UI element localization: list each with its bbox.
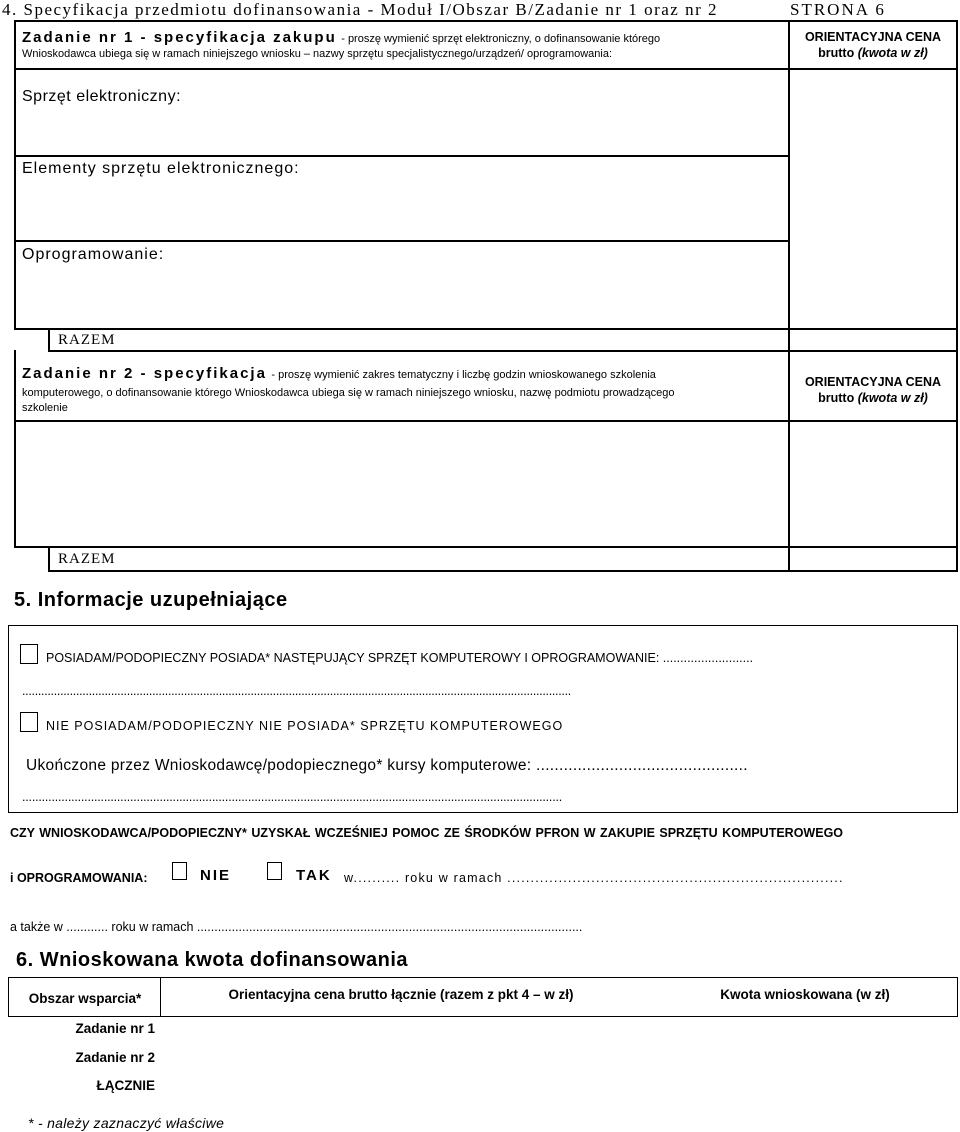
task1-price-unit: brutto (kwota w zł) bbox=[818, 46, 928, 60]
funding-row-task1: Zadanie nr 1 bbox=[75, 1021, 155, 1036]
task2-description-1: - proszę wymienić zakres tematyczny i liczbę godzin wnioskowanego szkolenia bbox=[271, 369, 656, 381]
task2-price-unit: brutto (kwota w zł) bbox=[818, 391, 928, 405]
task1-description-2: Wnioskodawca ubiega się w ramach niniejszego wniosku – nazwy sprzętu specjalistycznego/urządzeń/ oprogramowania: bbox=[22, 48, 613, 60]
option-has-equipment-continuation: ............................................................................................................................................................................. bbox=[22, 684, 571, 698]
funding-col-divider-1 bbox=[160, 977, 161, 1017]
funding-col-requested: Kwota wnioskowana (w zł) bbox=[720, 987, 890, 1002]
task2-header-border bbox=[14, 420, 958, 422]
task2-total-left bbox=[48, 546, 50, 570]
page-number: STRONA 6 bbox=[790, 0, 886, 19]
completed-courses-continuation: ..................................................................................................................................................................... bbox=[22, 790, 563, 804]
option-has-equipment-checkbox[interactable] bbox=[20, 644, 38, 664]
task1-bottom-border bbox=[14, 328, 958, 330]
task1-section-hardware: Sprzęt elektroniczny: bbox=[22, 88, 182, 105]
section6-title: 6. Wnioskowana kwota dofinansowania bbox=[16, 949, 409, 971]
prior-aid-question: CZY WNIOSKODAWCA/PODOPIECZNY* UZYSKAŁ WCZEŚNIEJ POMOC ZE ŚRODKÓW PFRON W ZAKUPIE SPRZĘTU KOMPUTEROWEGO bbox=[10, 826, 844, 840]
funding-row-task2: Zadanie nr 2 bbox=[75, 1050, 155, 1065]
task1-header-border bbox=[14, 68, 958, 70]
task2-description-3: szkolenie bbox=[22, 402, 68, 414]
task2-bottom-border bbox=[14, 546, 958, 548]
task1-total-bottom bbox=[48, 350, 958, 352]
task2-left-border bbox=[14, 350, 16, 548]
prior-aid-yes-detail: w.......... roku w ramach ........................................................................ bbox=[344, 871, 844, 885]
task1-right-border bbox=[956, 20, 958, 350]
prior-aid-question-cont: i OPROGRAMOWANIA: bbox=[10, 871, 148, 885]
option-has-equipment-label: POSIADAM/PODOPIECZNY POSIADA* NASTĘPUJĄCY SPRZĘT KOMPUTEROWY I OPROGRAMOWANIE: .......................... bbox=[46, 651, 754, 665]
task1-price-divider bbox=[788, 20, 790, 350]
task2-total-label: RAZEM bbox=[58, 551, 116, 567]
completed-courses-label: Ukończone przez Wnioskodawcę/podopiecznego* kursy komputerowe: .............................................. bbox=[26, 757, 748, 774]
task1-title: Zadanie nr 1 - specyfikacja zakupu bbox=[22, 29, 337, 46]
task1-section-software: Oprogramowanie: bbox=[22, 246, 165, 263]
option-no-equipment-checkbox[interactable] bbox=[20, 712, 38, 732]
task2-right-border bbox=[956, 350, 958, 570]
option-no-equipment-label: NIE POSIADAM/PODOPIECZNY NIE POSIADA* SPRZĘTU KOMPUTEROWEGO bbox=[46, 719, 564, 733]
prior-aid-also: a także w ............ roku w ramach ............................................................................................................... bbox=[10, 920, 583, 934]
task1-total-left bbox=[48, 328, 50, 350]
task1-price-label: ORIENTACYJNA CENA bbox=[804, 30, 942, 44]
task1-row-divider-2 bbox=[14, 240, 790, 242]
funding-row-total: ŁĄCZNIE bbox=[96, 1078, 155, 1093]
task1-top-border bbox=[14, 20, 958, 22]
prior-aid-yes-checkbox[interactable] bbox=[267, 862, 282, 880]
task2-price-label: ORIENTACYJNA CENA bbox=[804, 375, 942, 389]
prior-aid-no-label: NIE bbox=[200, 867, 232, 884]
funding-col-area: Obszar wsparcia* bbox=[28, 991, 142, 1006]
task1-section-components: Elementy sprzętu elektronicznego: bbox=[22, 160, 300, 177]
task1-left-border bbox=[14, 20, 16, 330]
task2-heading bbox=[22, 365, 782, 383]
section5-title: 5. Informacje uzupełniające bbox=[14, 589, 288, 611]
footnote: * - należy zaznaczyć właściwe bbox=[28, 1115, 225, 1131]
task1-heading bbox=[22, 29, 782, 47]
task1-row-divider-1 bbox=[14, 155, 790, 157]
prior-aid-no-checkbox[interactable] bbox=[172, 862, 187, 880]
task1-total-label: RAZEM bbox=[58, 332, 116, 348]
task1-price-header bbox=[790, 29, 956, 61]
document-title: 4. Specyfikacja przedmiotu dofinansowania - Moduł I/Obszar B/Zadanie nr 1 oraz nr 2 bbox=[2, 0, 719, 19]
task2-description-2: komputerowego, o dofinansowanie którego Wnioskodawca ubiega się w ramach niniejszego wniosku, nazwę podmiotu prowadzącego bbox=[22, 387, 675, 399]
funding-col-price: Orientacyjna cena brutto łącznie (razem z pkt 4 – w zł) bbox=[228, 987, 574, 1002]
task1-description-1: - proszę wymienić sprzęt elektroniczny, o dofinansowanie którego bbox=[341, 33, 661, 45]
task2-total-bottom bbox=[48, 570, 958, 572]
task2-title: Zadanie nr 2 - specyfikacja bbox=[22, 365, 267, 382]
task2-price-header bbox=[790, 374, 956, 406]
prior-aid-yes-label: TAK bbox=[296, 867, 332, 884]
